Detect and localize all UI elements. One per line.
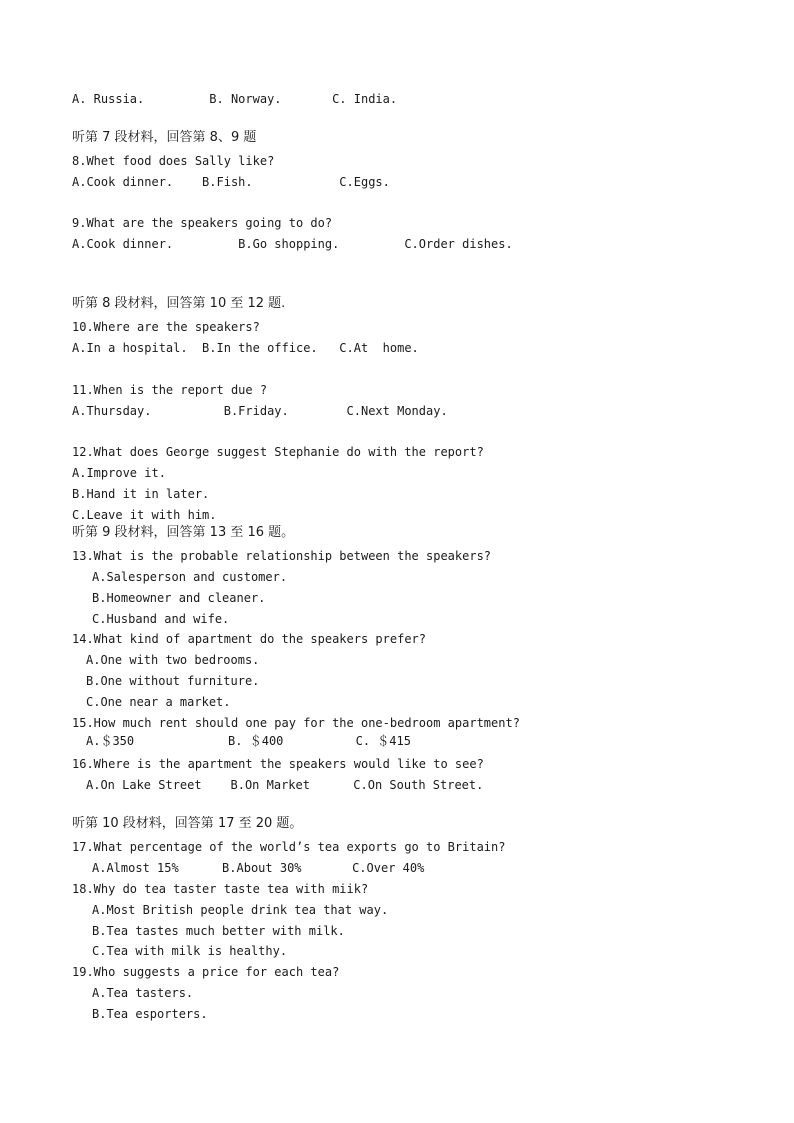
q13-option-b: B.Homeowner and cleaner.	[92, 591, 266, 605]
q18-option-c: C.Tea with milk is healthy.	[92, 944, 288, 958]
question-18: 18.Why do tea taster taste tea with miik?	[72, 882, 369, 896]
q15-options: A.＄350 B. ＄400 C. ＄415	[86, 734, 411, 748]
q19-option-b: B.Tea esporters.	[92, 1007, 208, 1021]
q7-options: A. Russia. B. Norway. C. India.	[72, 92, 398, 106]
question-10: 10.Where are the speakers?	[72, 320, 260, 334]
q8-options: A.Cook dinner. B.Fish. C.Eggs.	[72, 175, 390, 189]
q11-options: A.Thursday. B.Friday. C.Next Monday.	[72, 404, 448, 418]
q14-option-c: C.One near a market.	[86, 695, 231, 709]
question-9: 9.What are the speakers going to do?	[72, 216, 333, 230]
q14-option-a: A.One with two bedrooms.	[86, 653, 260, 667]
q12-option-c: C.Leave it with him.	[72, 508, 217, 522]
q14-option-b: B.One without furniture.	[86, 674, 260, 688]
question-16: 16.Where is the apartment the speakers would like to see?	[72, 757, 484, 771]
section-heading-8: 听第 8 段材料，回答第 10 至 12 题.	[72, 296, 286, 311]
q18-option-b: B.Tea tastes much better with milk.	[92, 924, 345, 938]
question-19: 19.Who suggests a price for each tea?	[72, 965, 340, 979]
q9-options: A.Cook dinner. B.Go shopping. C.Order dishes.	[72, 237, 513, 251]
q16-options: A.On Lake Street B.On Market C.On South Street.	[86, 778, 484, 792]
q10-options: A.In a hospital. B.In the office. C.At home.	[72, 341, 419, 355]
question-12: 12.What does George suggest Stephanie do with the report?	[72, 445, 484, 459]
question-15: 15.How much rent should one pay for the one-bedroom apartment?	[72, 716, 520, 730]
section-heading-9: 听第 9 段材料，回答第 13 至 16 题。	[72, 525, 295, 540]
question-13: 13.What is the probable relationship between the speakers?	[72, 549, 492, 563]
q17-options: A.Almost 15% B.About 30% C.Over 40%	[92, 861, 425, 875]
question-17: 17.What percentage of the world’s tea exports go to Britain?	[72, 840, 506, 854]
question-14: 14.What kind of apartment do the speakers prefer?	[72, 632, 427, 646]
q12-option-a: A.Improve it.	[72, 466, 166, 480]
q13-option-a: A.Salesperson and customer.	[92, 570, 288, 584]
q18-option-a: A.Most British people drink tea that way.	[92, 903, 389, 917]
q12-option-b: B.Hand it in later.	[72, 487, 210, 501]
section-heading-10: 听第 10 段材料，回答第 17 至 20 题。	[72, 816, 303, 831]
section-heading-7: 听第 7 段材料，回答第 8、9 题	[72, 130, 257, 145]
q19-option-a: A.Tea tasters.	[92, 986, 194, 1000]
question-11: 11.When is the report due ?	[72, 383, 268, 397]
question-8: 8.Whet food does Sally like?	[72, 154, 275, 168]
q13-option-c: C.Husband and wife.	[92, 612, 230, 626]
